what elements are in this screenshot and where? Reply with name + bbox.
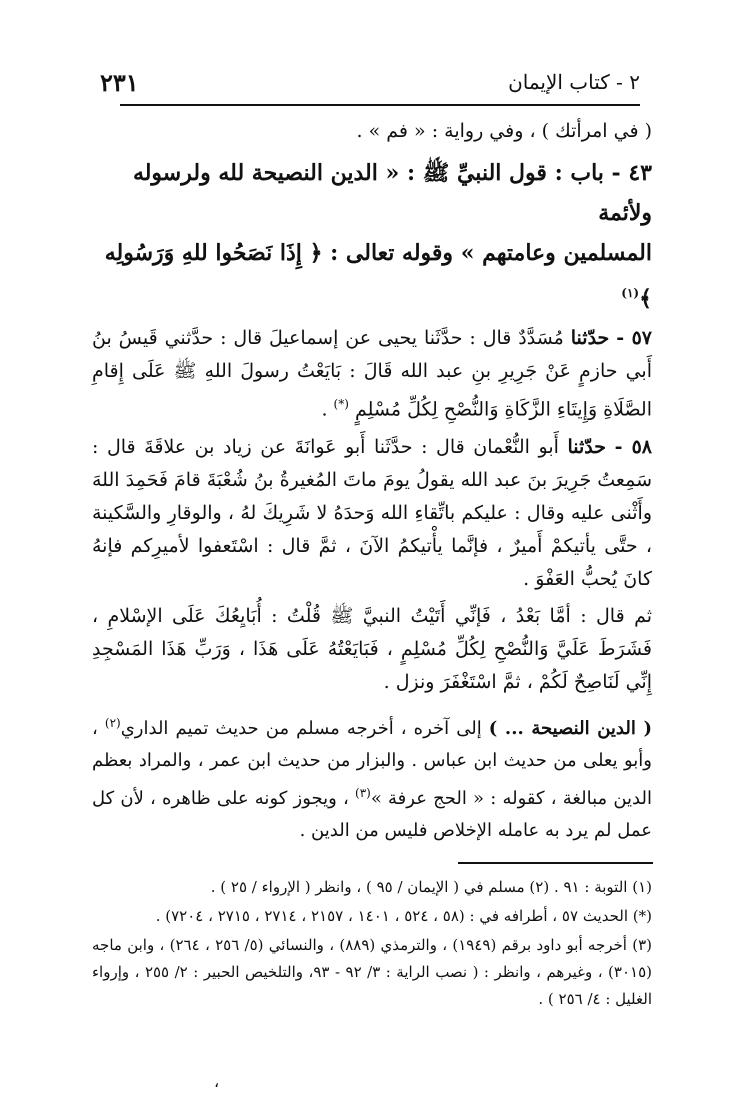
chapter-quote-line1: « الدين النصيحة لله ولرسوله ولأئمة — [132, 160, 652, 226]
chapter-number-label: ٤٣ - باب : قول النبيِّ ﷺ : — [406, 160, 652, 186]
commentary-text-1: إلى آخره ، أخرجه مسلم من حديث تميم الداري — [120, 717, 482, 739]
commentary-text-2: ، وأبو يعلى من حديث ابن عباس . والبزار من حديث ابن عمر ، والمراد بعظم الدين مبالغة ، كقوله : « الحج عرفة » — [92, 717, 652, 809]
header-rule — [120, 104, 640, 106]
page-mark: ، — [214, 1072, 220, 1091]
commentary-text-3: ، ويجوز كونه على ظاهره ، لأن كل عمل لم يرد به عامله الإخلاص فليس من الدين . — [92, 787, 652, 841]
hadith-58 — [92, 431, 652, 596]
hadith-number: ٥٧ - — [616, 327, 652, 350]
hadith-text: مُسَدَّدٌ قال : حدَّثَنا يحيى عن إسماعيلَ قال : حدَّثني قَيسُ بنُ أَبي حازمٍ عَنْ جَرِيرِ بنِ عبد الله قَالَ : بَايَعْتُ رسولَ اللهِ ﷺ عَلَى إِقامِ الصَّلَاةِ وَإِيتَاءِ الزَّكَاةِ وَالنُّصْحِ لِكُلِّ مُسْلِمٍ — [92, 327, 652, 421]
footnote-ref-star: (*) — [333, 397, 349, 412]
commentary-lead: ( الدين النصيحة ... ) — [488, 717, 652, 739]
chapter-heading — [92, 153, 652, 318]
hadith-end: . — [321, 398, 334, 421]
hadith-text: أَبو النُّعْمان قال : حدَّثَنا أَبو عَوانَةَ عن زياد بن علاقَةَ قال : سَمِعتُ جَرِيرَ بنَ عبد الله يقولُ يومَ ماتَ المُغيرةُ بنُ شُعْبَةَ قامَ فَحَمِدَ اللهَ وأَثْنى عليه وقال : عليكم باتِّقاءِ الله وَحدَهُ لا شَرِيكَ لهُ ، والوقارِ والسَّكينة ، حتَّى يأتيكمْ أَميرٌ ، فإنَّما يأْتيكمُ الآنَ ، ثمَّ قال : اسْتَعفوا لأميرِكم فإنهُ كانَ يُحبُّ العَفْوَ . — [92, 435, 652, 590]
footnotes — [92, 874, 652, 1015]
footnote-3: (٣) أخرجه أبو داود برقم (١٩٤٩) ، والترمذي (٨٨٩) ، والنسائي (٥/ ٢٥٦ ، ٢٦٤) ، وابن ماجه (٣٠١٥) ، وغيرهم ، وانظر : ( نصب الراية : ٣/ ٩٢ - ٩٣، والتلخيص الحبير : ٢/ ٢٥٥ ، وإرواء الغليل : ٤/ ٢٥٦ ) . — [92, 936, 652, 1008]
running-header — [100, 68, 640, 102]
hadith-57 — [92, 322, 652, 426]
hadith-number: ٥٨ - — [614, 435, 652, 458]
footnote-ref-3: (٣) — [355, 785, 371, 800]
footnote-rule — [458, 862, 653, 864]
intro-line: ( في امرأتك ) ، وفي رواية : « فم » . — [356, 120, 652, 142]
footnote-star: (*) الحديث ٥٧ ، أطرافه في : (٥٨ ، ٥٢٤ ، ١٤٠١ ، ٢١٥٧ ، ٢٧١٤ ، ٢٧١٥ ، ٧٢٠٤) . — [155, 907, 652, 925]
footnote-1: (١) التوبة : ٩١ . (٢) مسلم في ( الإيمان / ٩٥ ) ، وانظر ( الإرواء / ٢٥ ) . — [210, 878, 652, 896]
footnote-ref-1: (١) — [621, 286, 640, 300]
hadith-58-continuation: ثم قال : أمَّا بَعْدُ ، فَإنِّي أَتَيْتُ النبيَّ ﷺ قُلْتُ : أُبَايِعُكَ عَلَى الإسْلامِ ، فَشَرَطَ عَلَيَّ وَالنُّصْحِ لِكُلِّ مُسْلِمٍ ، فَبَايَعْتُهُ عَلَى هَذَا ، وَرَبِّ هَذَا المَسْجِدِ إِنِّي لَنَاصِحٌ لَكُمْ ، ثمَّ اسْتَغْفَرَ ونزل . — [92, 604, 652, 693]
footnote-ref-2: (٢) — [104, 715, 121, 730]
chapter-quote-line2: المسلمين وعامتهم » وقوله تعالى : ﴿ إِذَا نَصَحُوا للهِ وَرَسُولِه ﴾ — [104, 240, 652, 312]
main-text — [92, 116, 652, 847]
page-number: ٢٣١ — [100, 68, 139, 97]
commentary — [92, 707, 652, 847]
chapter-title: ٢ - كتاب الإيمان — [508, 70, 640, 94]
hadith-lead: حدّثنا — [570, 327, 610, 350]
hadith-lead: حدّثنا — [567, 435, 606, 458]
